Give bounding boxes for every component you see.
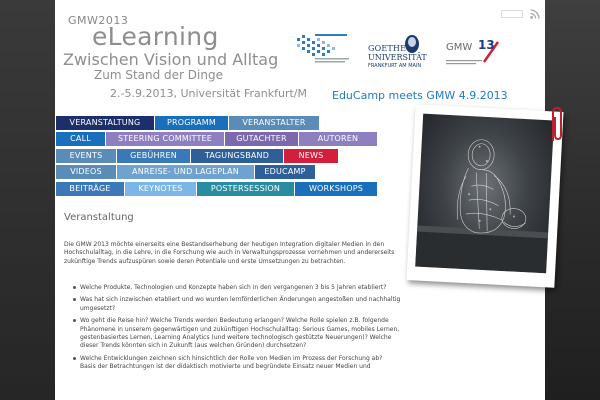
list-item <box>64 355 406 363</box>
nav-call[interactable]: CALL <box>56 132 105 146</box>
nav-anreise-lageplan[interactable]: ANREISE- UND LAGEPLAN <box>117 165 254 179</box>
educamp-link[interactable]: EduCamp meets GMW 4.9.2013 <box>332 89 508 102</box>
nav-workshops[interactable]: WORKSHOPS <box>295 182 377 196</box>
bullet-icon <box>73 286 76 289</box>
list-item-text: Wo geht die Reise hin? Welche Trends werden Bedeutung erlangen? Welche Rolle spielen z.B. folgende Phänomene in unserem gegenwärtigen und zukünftigen Hochschulalltag: Serious Games, mobiles Lernen, gestenbasiertes Lernen, Learning Analytics (und weitere technologisch gestützte Neuerungen)? Welche dieser Trends könnten sich in Zukunft (aus welchen Gründen) durchsetzen? <box>80 317 400 350</box>
header-gmw-year: GMW2013 <box>68 14 129 27</box>
nav-veranstaltung[interactable]: VERANSTALTUNG <box>56 116 154 130</box>
polaroid-photo <box>406 104 563 288</box>
gmw-logo-number: 13 <box>478 38 495 52</box>
intro-paragraph: Die GMW 2013 möchte einerseits eine Bestandserhebung der heutigen Integration digitaler Medien in den Hochschulalltag, in die Lehre, in die Forschung wie auch in Verwaltungsprozesse vornehmen und andererseits zukünftige Trends aufzuspüren sowie deren Potentiale und erste Umsetzungen zu betrachten. <box>64 241 395 265</box>
search-input[interactable] <box>501 10 523 18</box>
nav-tagungsband[interactable]: TAGUNGSBAND <box>191 149 283 163</box>
nav-news[interactable]: NEWS <box>284 149 338 163</box>
nav-gutachter[interactable]: GUTACHTER <box>225 132 298 146</box>
rss-icon[interactable] <box>530 9 540 19</box>
bullet-icon <box>73 357 76 360</box>
nav-educamp[interactable]: EDUCAMP <box>255 165 315 179</box>
nav-steering-committee[interactable]: STEERING COMMITTEE <box>106 132 224 146</box>
visualization-logo[interactable] <box>293 32 351 68</box>
paperclip-icon <box>548 105 566 145</box>
header-date-place: 2.-5.9.2013, Universität Frankfurt/M <box>110 87 307 100</box>
list-item-text: Welche Entwicklungen zeichnen sich hinsichtlich der Rolle von Medien im Prozess der Forschung ab? <box>80 354 383 362</box>
tail-text: Basis der Betrachtungen ist der didaktisch motivierte und begründete Einsatz neuer Medien und <box>80 363 371 371</box>
sculpture-image <box>415 114 554 274</box>
list-item <box>64 317 406 351</box>
bullet-icon <box>73 319 76 322</box>
left-background <box>0 0 55 400</box>
nav-programm[interactable]: PROGRAMM <box>155 116 228 130</box>
nav-events[interactable]: EVENTS <box>56 149 116 163</box>
nav-gebuehren[interactable]: GEBÜHREN <box>117 149 190 163</box>
list-item-text: Welche Produkte, Technologien und Konzepte haben sich in den vergangenen 3 bis 5 Jahren etabliert? <box>80 284 387 291</box>
bullet-icon <box>73 298 76 301</box>
list-item-tail <box>64 363 406 371</box>
nav-keynotes[interactable]: KEYNOTES <box>125 182 196 196</box>
nav-videos[interactable]: VIDEOS <box>56 165 116 179</box>
goethe-logo-line2: UNIVERSITÄT <box>368 53 427 62</box>
header-subtitle: Zwischen Vision und Alltag <box>63 50 279 69</box>
goethe-logo-line3: FRANKFURT AM MAIN <box>368 63 422 69</box>
page-title: Veranstaltung <box>64 212 134 223</box>
gmw-logo-text: GMW <box>446 42 473 53</box>
nav-autoren[interactable]: AUTOREN <box>299 132 377 146</box>
nav-veranstalter[interactable]: VERANSTALTER <box>229 116 319 130</box>
header-title: eLearning <box>92 22 219 51</box>
header-subtitle-2: Zum Stand der Dinge <box>94 68 223 82</box>
nav-beitraege[interactable]: BEITRÄGE <box>56 182 124 196</box>
list-item <box>64 296 406 313</box>
goethe-logo-line1: GOETHE <box>368 44 407 53</box>
list-item <box>64 284 406 292</box>
sculpture-illustration <box>415 114 554 274</box>
nav-postersession[interactable]: POSTERSESSION <box>197 182 294 196</box>
question-list <box>64 284 406 376</box>
list-item-text: Was hat sich inzwischen etabliert und wo wurden lernförderlichen Änderungen angestoßen und nachhaltig umgesetzt? <box>80 296 401 312</box>
